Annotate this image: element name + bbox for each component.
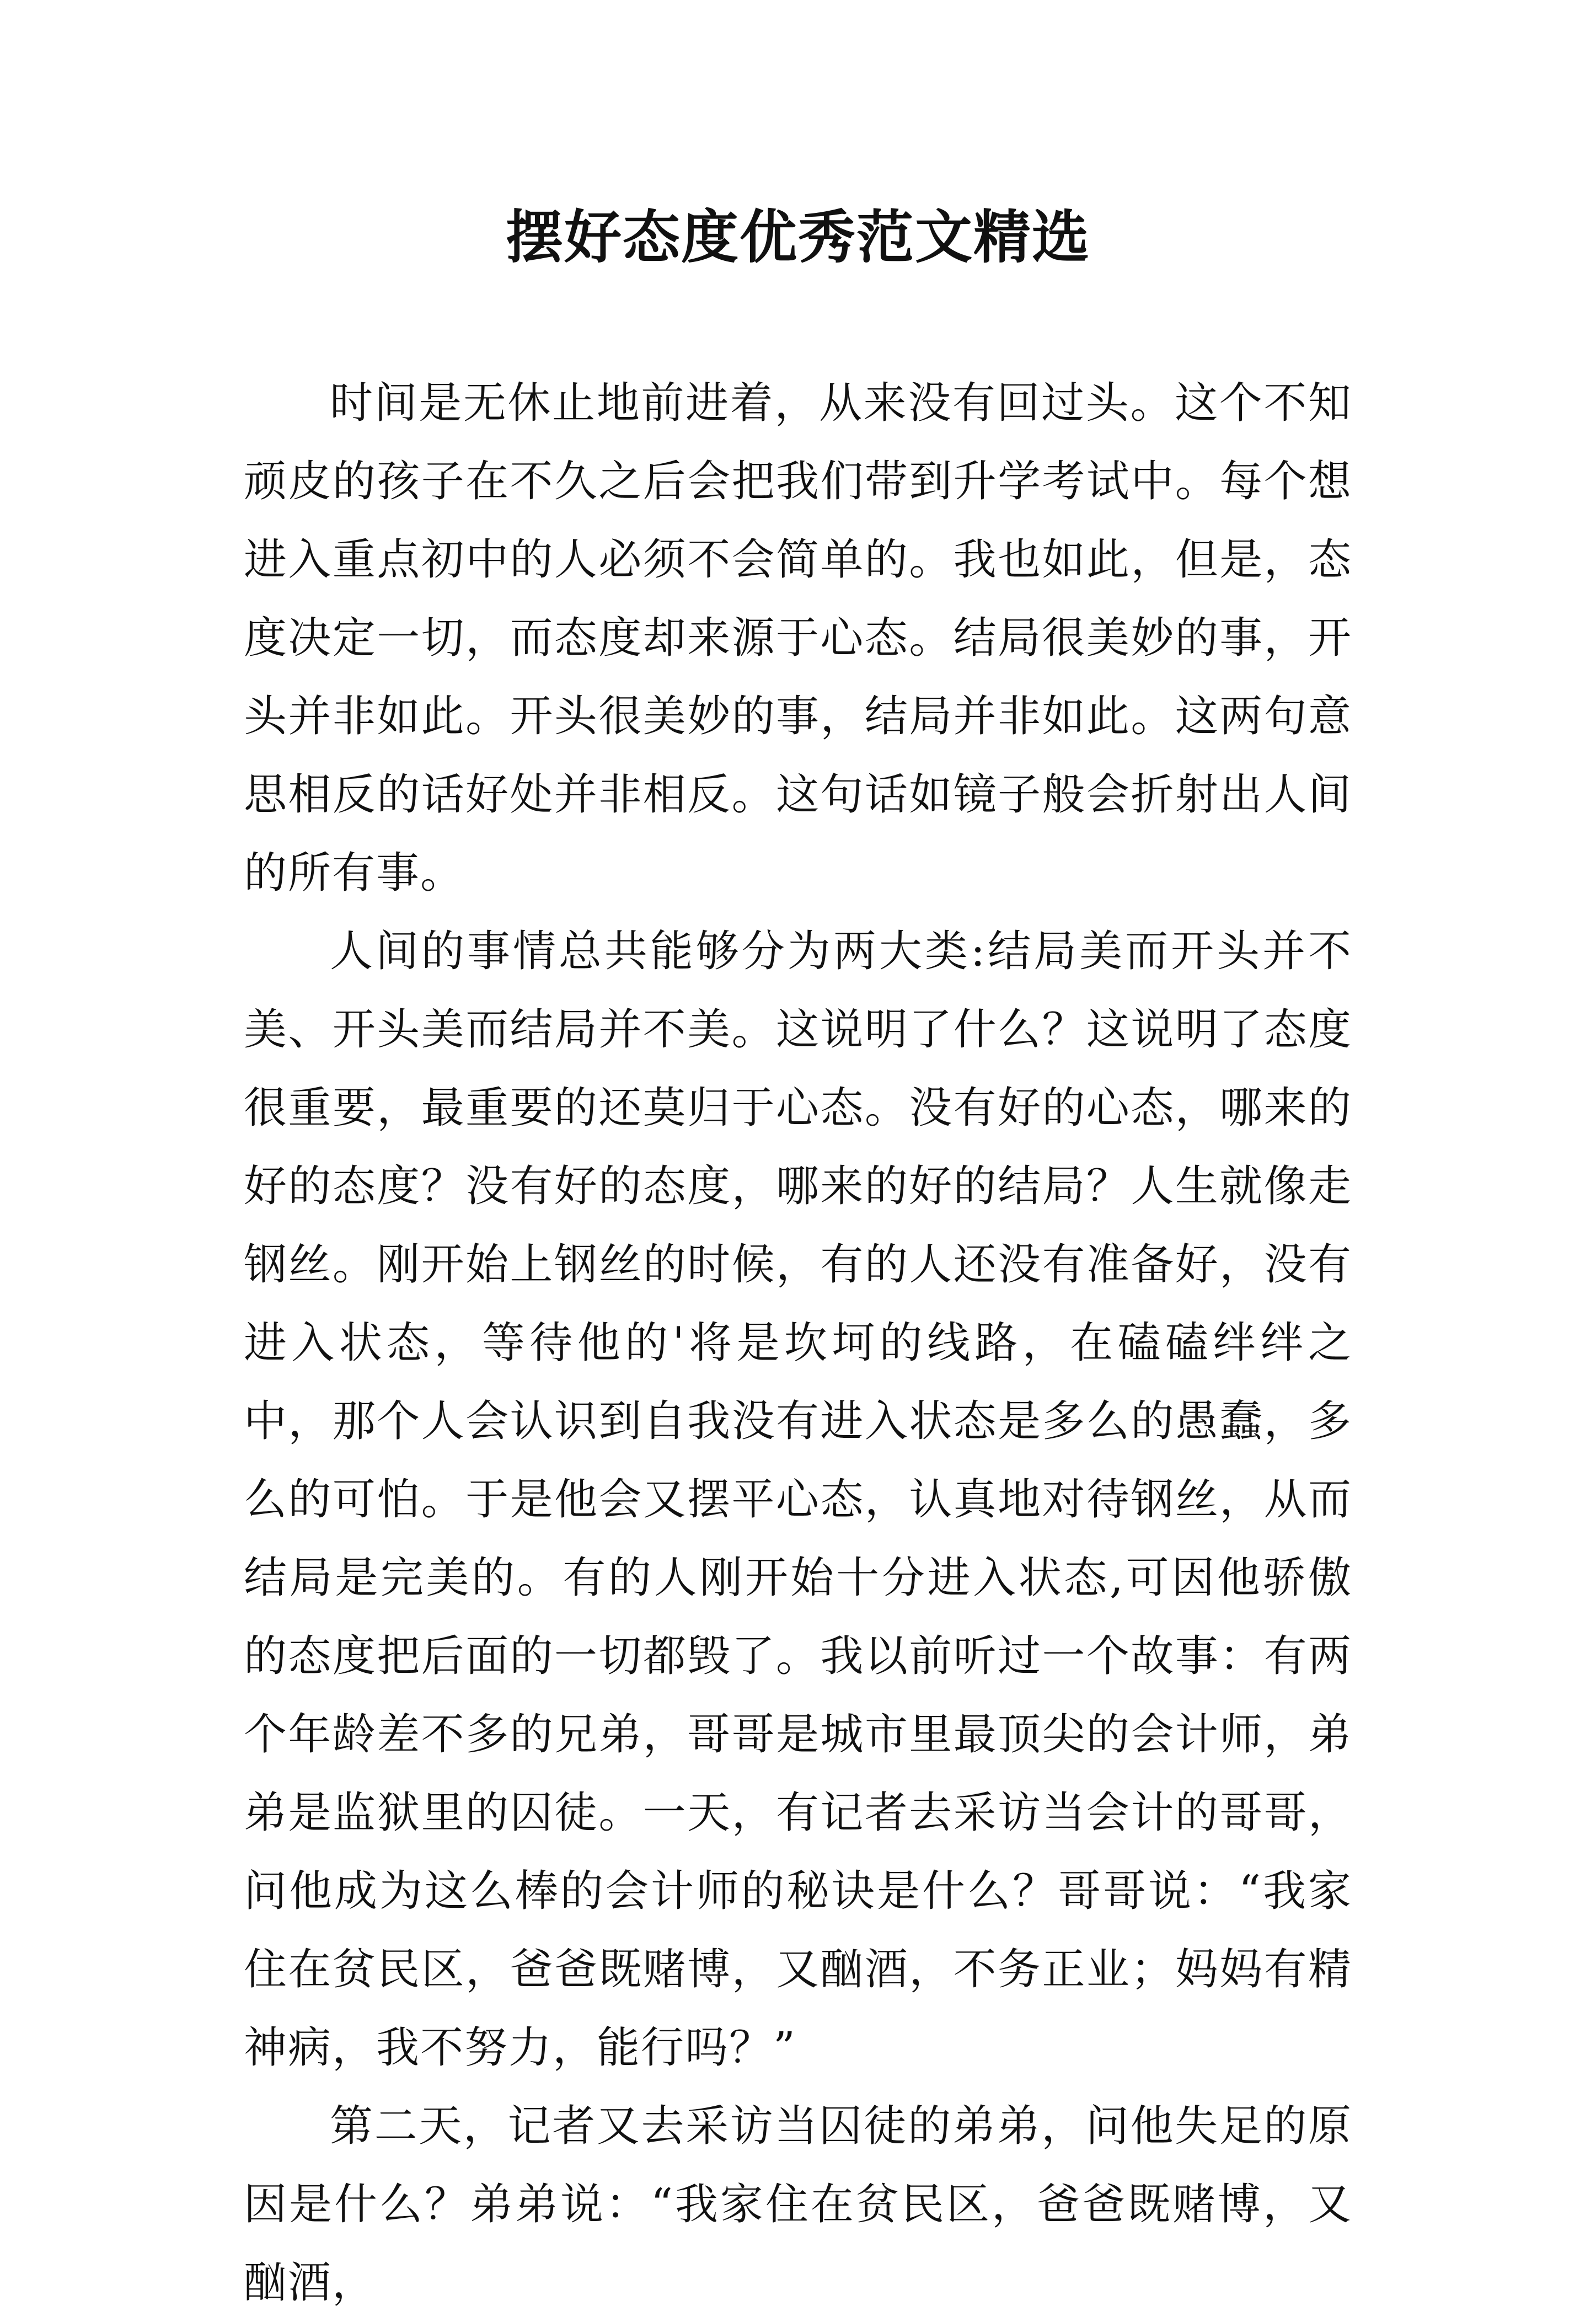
paragraph-1: 时间是无休止地前进着，从来没有回过头。这个不知顽皮的孩子在不久之后会把我们带到升学考试中。每个想进入重点初中的人必须不会简单的。我也如此，但是，态度决定一切，而态度却来源于心态。结局很美妙的事，开头并非如此。开头很美妙的事，结局并非如此。这两句意思相反的话好处并非相反。这句话如镜子般会折射出人间的所有事。 (244, 378, 1352, 898)
document-body (244, 364, 1352, 2322)
paragraph-3: 第二天，记者又去采访当囚徒的弟弟，问他失足的原因是什么？弟弟说：“我家住在贫民区，爸爸既赌博，又酗酒， (244, 2101, 1352, 2308)
document-title: 摆好态度优秀范文精选 (505, 203, 1090, 271)
paragraph-2: 人间的事情总共能够分为两大类:结局美而开头并不美、开头美而结局并不美。这说明了什么？这说明了态度很重要，最重要的还莫归于心态。没有好的心态，哪来的好的态度？没有好的态度，哪来的好的结局？人生就像走钢丝。刚开始上钢丝的时候，有的人还没有准备好，没有进入状态，等待他的'将是坎坷的线路，在磕磕绊绊之中，那个人会认识到自我没有进入状态是多么的愚蠢，多么的可怕。于是他会又摆平心态，认真地对待钢丝，从而结局是完美的。有的人刚开始十分进入状态,可因他骄傲的态度把后面的一切都毁了。我以前听过一个故事：有两个年龄差不多的兄弟，哥哥是城市里最顶尖的会计师，弟弟是监狱里的囚徒。一天，有记者去采访当会计的哥哥，问他成为这么棒的会计师的秘诀是什么？哥哥说：“我家住在贫民区，爸爸既赌博，又酗酒，不务正业；妈妈有精神病，我不努力，能行吗？” (244, 927, 1352, 2073)
